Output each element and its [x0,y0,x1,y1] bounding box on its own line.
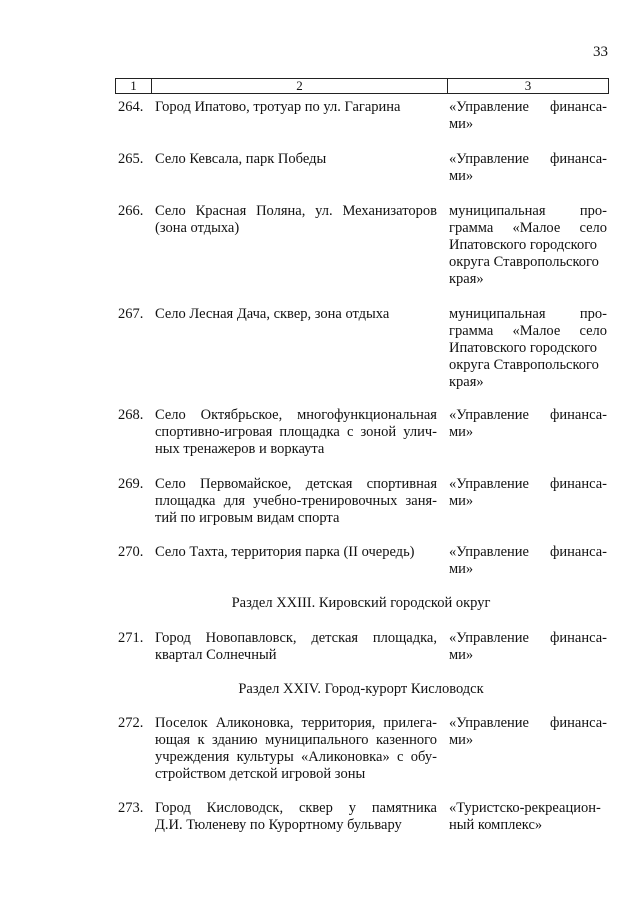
program-word: муниципальная [449,203,546,219]
column-header-1: 1 [116,79,152,93]
object-line [155,203,437,220]
program-line [449,203,607,220]
object-word: Поляна, [256,203,306,219]
object-word: обу- [410,749,437,765]
object-word: детская [305,476,353,492]
object-word: Город [155,800,191,816]
object-word: Красная [195,203,247,219]
program-line: Ипатовского городского [449,237,598,253]
program-line: «Туристско-рекреацион- [449,800,601,816]
program-word: село [579,220,607,236]
program-word: «Управление [449,630,529,646]
object-line: (зона отдыха) [155,220,240,236]
object-word: с [397,749,404,765]
object-cell [155,407,437,458]
row-number: 265. [118,151,144,167]
program-line [449,323,607,340]
object-word: Село [155,476,186,492]
object-word: культуры [236,749,294,765]
object-word: территория, [301,715,376,731]
page-number: 33 [593,44,608,60]
object-cell [155,151,437,168]
program-cell [449,306,607,391]
program-line [449,151,607,168]
object-word: Поселок [155,715,208,731]
program-line: ми» [449,561,474,577]
object-word: площадка [155,493,216,509]
program-cell [449,630,607,664]
program-word: село [579,323,607,339]
object-word: с [346,424,354,440]
program-word: финанса- [550,99,607,115]
row-number: 269. [118,476,144,492]
program-cell [449,544,607,578]
program-line: ми» [449,424,474,440]
object-line: Д.И. Тюленеву по Курортному бульвару [155,817,402,833]
object-cell [155,476,437,527]
program-word: про- [579,203,607,219]
program-word: муниципальная [449,306,546,322]
object-word: у [348,800,356,816]
section-heading: Раздел XXIV. Город-курорт Кисловодск [238,681,484,697]
program-line: ми» [449,732,474,748]
column-header-2: 2 [152,79,448,93]
program-word: «Управление [449,99,529,115]
program-line [449,544,607,561]
program-line: Ипатовского городского [449,340,598,356]
object-word: спортивно-игровая [155,424,273,440]
object-cell [155,715,437,783]
row-number: 267. [118,306,144,322]
program-word: финанса- [550,715,607,731]
program-word: «Малое [512,220,561,236]
object-word: учебно-тренировочных [253,493,398,509]
object-word: к [197,732,205,748]
program-cell [449,476,607,510]
program-cell [449,99,607,133]
program-word: финанса- [550,544,607,560]
row-number: 273. [118,800,144,816]
program-word: «Малое [512,323,561,339]
object-word: площадка, [372,630,437,646]
object-line [155,424,437,441]
program-line: ми» [449,647,474,663]
object-word: зоной [360,424,397,440]
object-word: улич- [403,424,437,440]
object-word: заня- [405,493,437,509]
row-number: 272. [118,715,144,731]
object-word: площадка [279,424,340,440]
program-cell [449,407,607,441]
object-line: квартал Солнечный [155,647,277,663]
program-cell [449,800,607,834]
program-line: округа Ставропольского [449,254,599,270]
object-line: Село Лесная Дача, сквер, зона отдыха [155,306,390,322]
program-line [449,99,607,116]
object-word: ющая [155,732,191,748]
object-cell [155,99,437,116]
object-word: детская [311,630,359,646]
object-line: Село Тахта, территория парка (II очередь) [155,544,415,560]
program-line: края» [449,271,484,287]
object-line [155,493,437,510]
object-word: Город [155,630,191,646]
program-cell [449,203,607,288]
row-number: 264. [118,99,144,115]
object-line: тий по игровым видам спорта [155,510,340,526]
object-cell [155,203,437,237]
object-line [155,715,437,732]
object-cell [155,800,437,834]
row-number: 266. [118,203,144,219]
object-word: Село [155,203,186,219]
row-number: 271. [118,630,144,646]
object-word: многофункциональная [297,407,437,423]
object-word: Аликоновка, [215,715,294,731]
object-line [155,630,437,647]
program-word: грамма [449,323,494,339]
program-line: ми» [449,116,474,132]
object-cell [155,306,437,323]
object-word: памятника [371,800,437,816]
object-line: Село Кевсала, парк Победы [155,151,327,167]
table-header [115,78,609,94]
program-line: округа Ставропольского [449,357,599,373]
object-word: учреждения [155,749,230,765]
row-number: 270. [118,544,144,560]
program-line: ный комплекс» [449,817,543,833]
object-word: ул. [315,203,333,219]
object-word: Село [155,407,186,423]
object-line [155,407,437,424]
program-word: про- [579,306,607,322]
program-word: «Управление [449,407,529,423]
program-cell [449,151,607,185]
program-word: финанса- [550,476,607,492]
program-line: ми» [449,493,474,509]
object-word: Механизаторов [342,203,437,219]
program-word: финанса- [550,407,607,423]
object-word: муниципального [265,732,369,748]
object-line [155,476,437,493]
program-line: ми» [449,168,474,184]
program-word: «Управление [449,715,529,731]
program-word: «Управление [449,544,529,560]
program-line [449,630,607,647]
column-header-3: 3 [524,78,532,93]
object-word: Новопавловск, [205,630,297,646]
object-word: казенного [375,732,437,748]
object-word: «Аликоновка» [301,749,390,765]
object-line [155,732,437,749]
program-line: края» [449,374,484,390]
program-line [449,715,607,732]
object-word: Октябрьское, [200,407,283,423]
object-word: зданию [212,732,258,748]
row-number: 268. [118,407,144,423]
object-word: для [223,493,246,509]
program-line [449,407,607,424]
section-heading: Раздел XXIII. Кировский городской округ [231,595,491,611]
object-word: Первомайское, [200,476,292,492]
object-word: Кисловодск, [206,800,284,816]
program-line [449,306,607,323]
object-word: сквер [298,800,333,816]
program-word: «Управление [449,151,529,167]
object-line [155,749,437,766]
object-line [155,800,437,817]
program-word: грамма [449,220,494,236]
object-line: стройством детской игровой зоны [155,766,366,782]
object-word: прилега- [383,715,437,731]
object-cell [155,630,437,664]
program-cell [449,715,607,749]
object-line: Город Ипатово, тротуар по ул. Гагарина [155,99,401,115]
object-cell [155,544,437,561]
object-line: ных тренажеров и воркаута [155,441,325,457]
program-line [449,476,607,493]
program-word: финанса- [550,151,607,167]
program-line [449,220,607,237]
object-word: спортивная [366,476,437,492]
program-word: «Управление [449,476,529,492]
program-word: финанса- [550,630,607,646]
